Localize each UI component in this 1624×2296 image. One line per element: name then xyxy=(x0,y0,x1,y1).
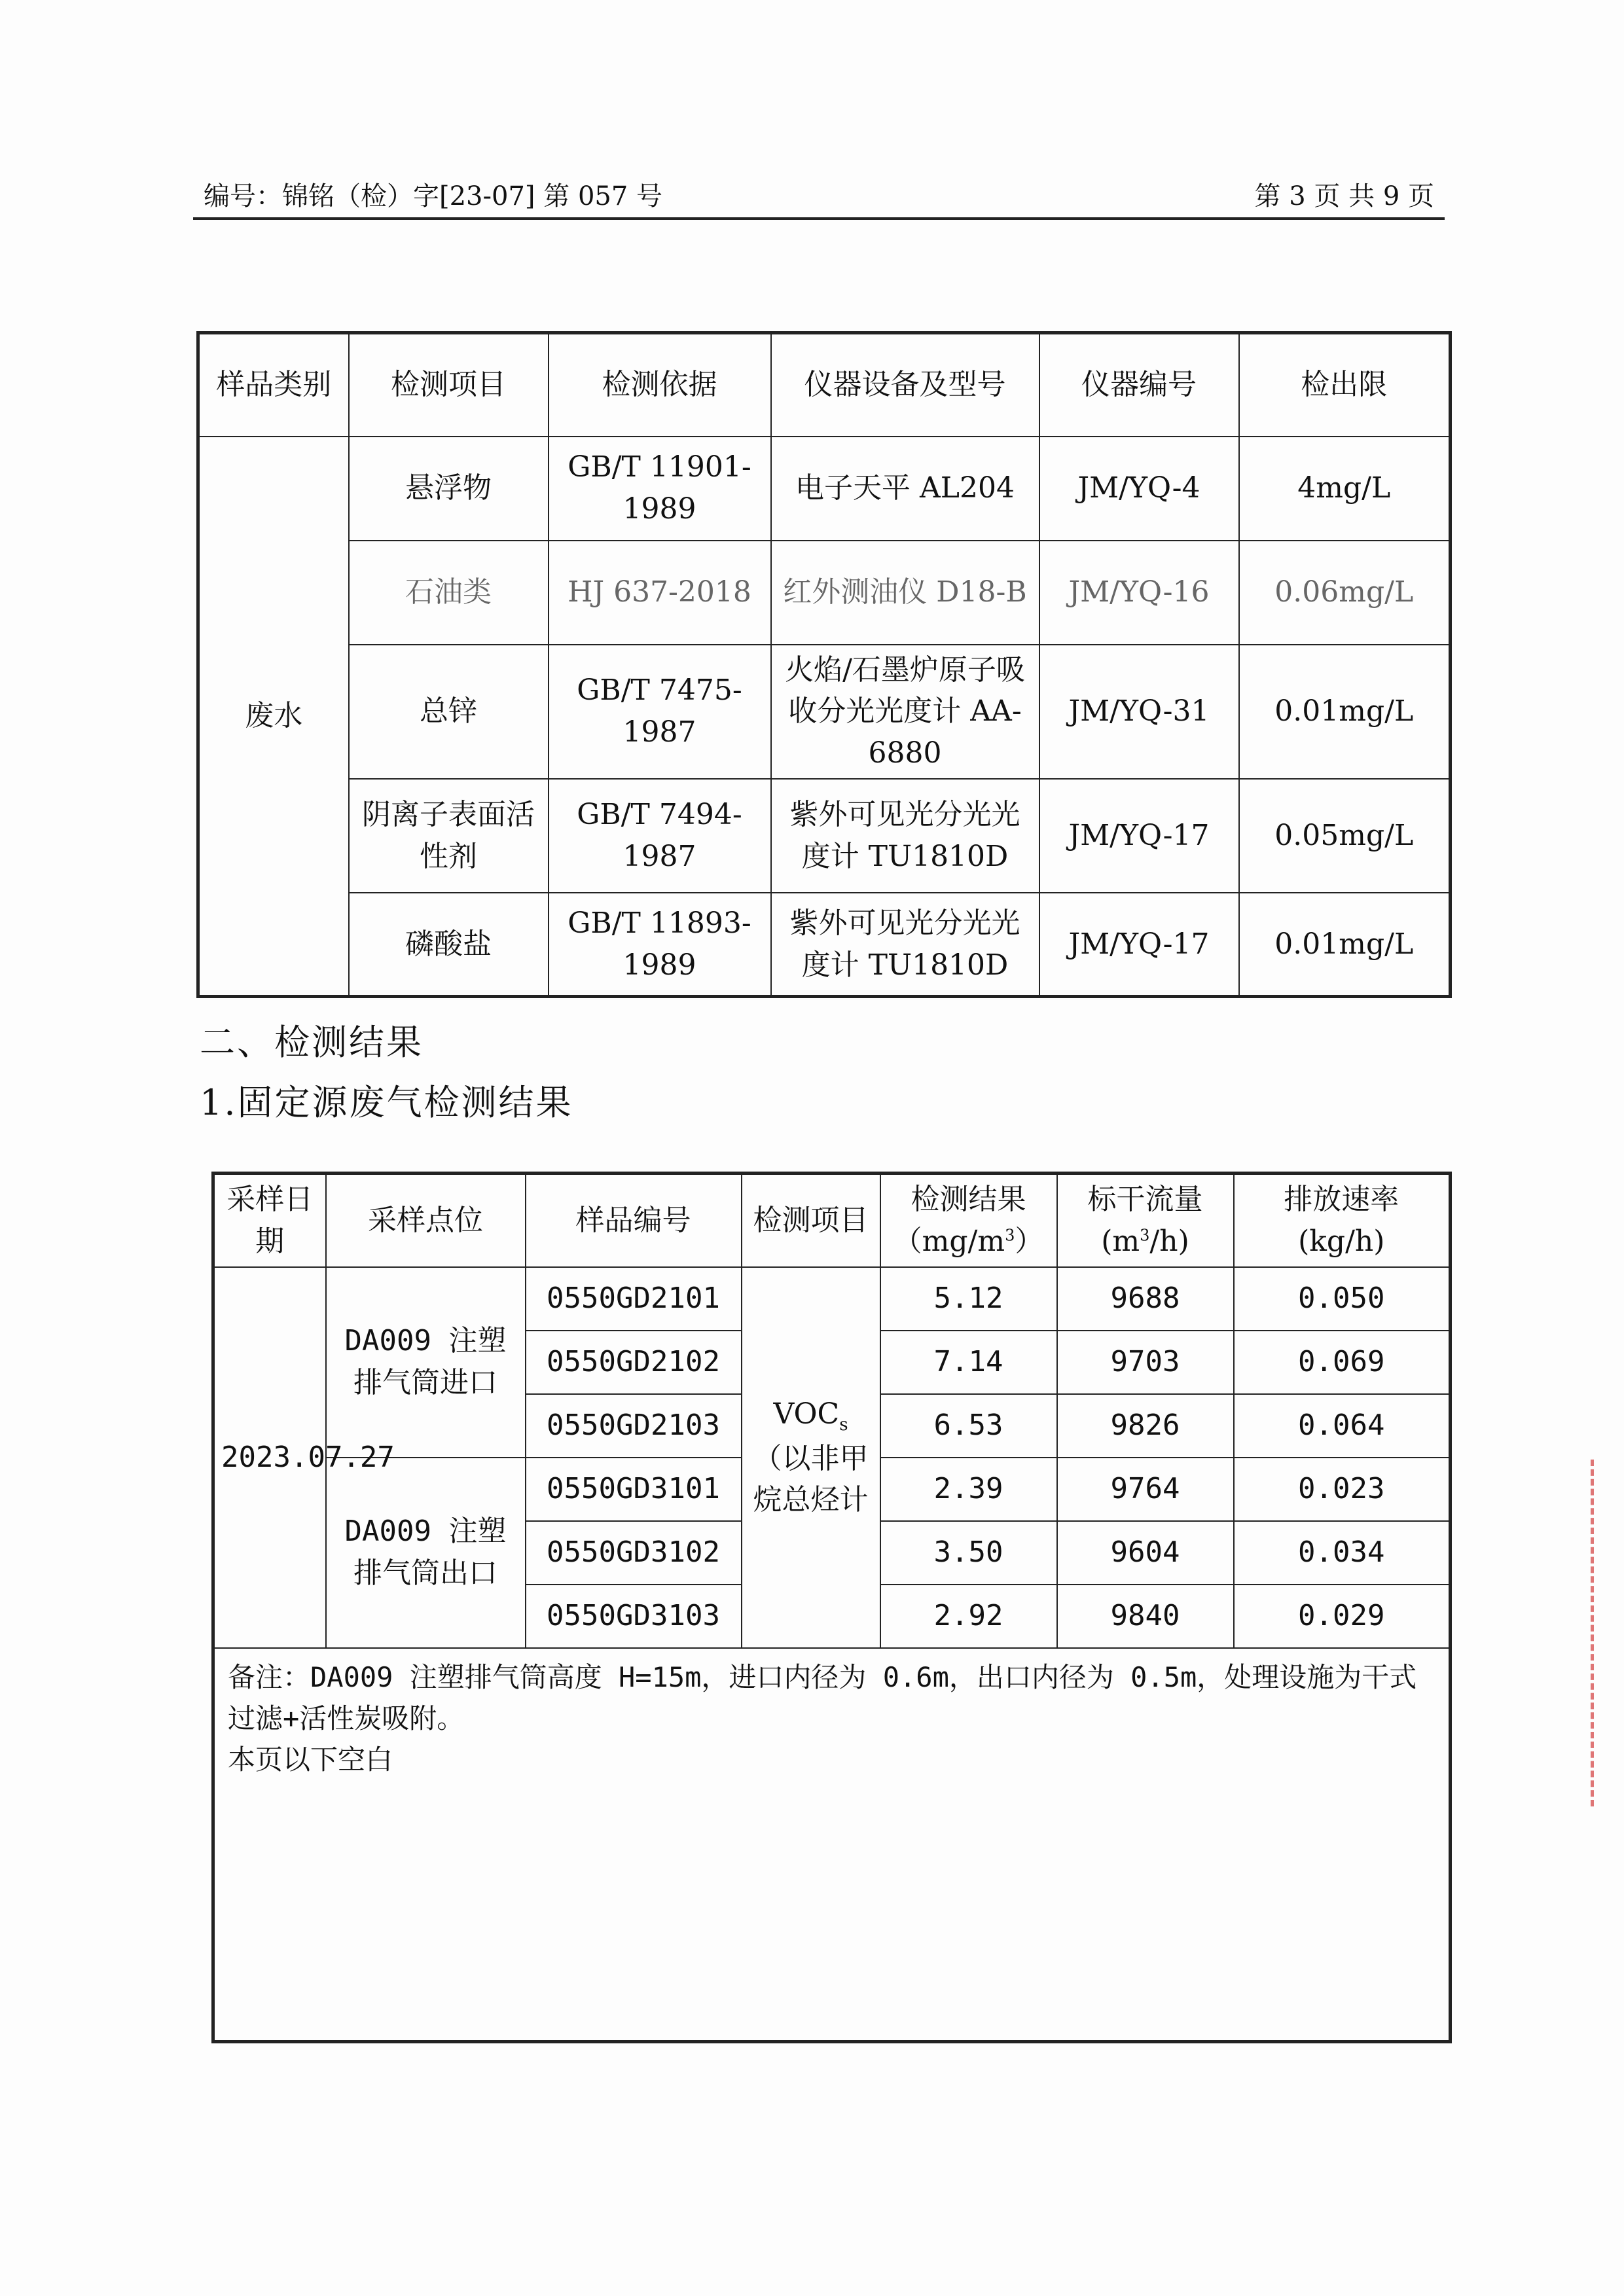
header-sample-no: 样品编号 xyxy=(526,1174,742,1267)
test-basis: GB/T 7475-1987 xyxy=(549,645,771,779)
detection-limit: 0.05mg/L xyxy=(1239,779,1451,893)
doc-number: 编号：锦铭（检）字[23-07] 第 057 号 xyxy=(204,181,663,211)
header-emission-rate xyxy=(1234,1174,1451,1267)
table-row xyxy=(198,645,1451,779)
emission-rate: 0.034 xyxy=(1234,1521,1451,1585)
note-row xyxy=(213,1648,1451,2042)
emission-rate: 0.069 xyxy=(1234,1331,1451,1394)
header-instrument-no: 仪器编号 xyxy=(1039,333,1239,437)
instrument-no: JM/YQ-17 xyxy=(1039,779,1239,893)
flow: 9840 xyxy=(1057,1585,1234,1648)
flow: 9826 xyxy=(1057,1394,1234,1458)
flow: 9703 xyxy=(1057,1331,1234,1394)
flow: 9688 xyxy=(1057,1267,1234,1331)
test-basis: GB/T 7494-1987 xyxy=(549,779,771,893)
detection-limit: 4mg/L xyxy=(1239,437,1451,541)
emission-rate: 0.029 xyxy=(1234,1585,1451,1648)
header-sample-category: 样品类别 xyxy=(198,333,349,437)
blank-below-note: 本页以下空白 xyxy=(228,1743,393,1776)
instrument-no: JM/YQ-31 xyxy=(1039,645,1239,779)
sampling-point: DA009 注塑排气筒出口 xyxy=(326,1458,526,1648)
results-table xyxy=(211,1172,1452,2043)
subsection-title: 1.固定源废气检测结果 xyxy=(200,1082,573,1123)
test-item-cell: $VOC_s$ （以非甲烷总烃计 xyxy=(742,1267,880,1648)
table-row xyxy=(198,437,1451,541)
test-item: 磷酸盐 xyxy=(349,893,549,997)
test-item: 总锌 xyxy=(349,645,549,779)
sampling-date: 2023.07.27 xyxy=(213,1267,326,1648)
test-item: 石油类 xyxy=(349,541,549,645)
instrument-no: JM/YQ-4 xyxy=(1039,437,1239,541)
table-row xyxy=(198,893,1451,997)
flow: 9604 xyxy=(1057,1521,1234,1585)
flow-unit: $(m^3/h)$ xyxy=(1101,1224,1189,1258)
test-basis: GB/T 11901-1989 xyxy=(549,437,771,541)
sample-no: 0550GD2103 xyxy=(526,1394,742,1458)
remarks xyxy=(213,1648,1451,2042)
result-unit: $(mg/m^3)$ xyxy=(893,1224,1044,1258)
test-result: 2.39 xyxy=(880,1458,1057,1521)
test-basis: HJ 637-2018 xyxy=(549,541,771,645)
header-test-item: 检测项目 xyxy=(349,333,549,437)
instrument: 紫外可见光分光光度计 TU1810D xyxy=(771,893,1039,997)
test-item: 阴离子表面活性剂 xyxy=(349,779,549,893)
test-result: 5.12 xyxy=(880,1267,1057,1331)
test-result: 7.14 xyxy=(880,1331,1057,1394)
instrument: 红外测油仪 D18-B xyxy=(771,541,1039,645)
rate-label: 排放速率 xyxy=(1284,1183,1399,1216)
header-instrument: 仪器设备及型号 xyxy=(771,333,1039,437)
seal-stamp-fragment xyxy=(1591,1460,1624,1806)
methods-table-header xyxy=(198,333,1451,437)
emission-rate: 0.064 xyxy=(1234,1394,1451,1458)
header-detection-limit: 检出限 xyxy=(1239,333,1451,437)
emission-rate: 0.050 xyxy=(1234,1267,1451,1331)
instrument: 电子天平 AL204 xyxy=(771,437,1039,541)
header-sampling-point: 采样点位 xyxy=(326,1174,526,1267)
instrument-no: JM/YQ-16 xyxy=(1039,541,1239,645)
sample-category-cell: 废水 xyxy=(198,437,349,997)
test-result: 2.92 xyxy=(880,1585,1057,1648)
rate-unit: (kg/h) xyxy=(1298,1224,1385,1258)
remarks-text: 备注：DA009 注塑排气筒高度 H=15m，进口内径为 0.6m，出口内径为 0.5m，处理设施为干式过滤+活性炭吸附。 xyxy=(228,1660,1417,1734)
page-info: 第 3 页 共 9 页 xyxy=(1254,181,1434,211)
test-result: 6.53 xyxy=(880,1394,1057,1458)
detection-limit: 0.01mg/L xyxy=(1239,893,1451,997)
result-label: 检测结果 xyxy=(911,1183,1026,1216)
header-flow xyxy=(1057,1174,1234,1267)
table-row xyxy=(198,779,1451,893)
table-row xyxy=(198,541,1451,645)
detection-limit: 0.06mg/L xyxy=(1239,541,1451,645)
sample-no: 0550GD2102 xyxy=(526,1331,742,1394)
instrument: 火焰/石墨炉原子吸收分光光度计 AA-6880 xyxy=(771,645,1039,779)
table-row xyxy=(213,1267,1451,1331)
emission-rate: 0.023 xyxy=(1234,1458,1451,1521)
instrument-no: JM/YQ-17 xyxy=(1039,893,1239,997)
header-test-result xyxy=(880,1174,1057,1267)
sample-no: 0550GD2101 xyxy=(526,1267,742,1331)
sampling-point: DA009 注塑排气筒进口 xyxy=(326,1267,526,1458)
sample-no: 0550GD3103 xyxy=(526,1585,742,1648)
sample-no: 0550GD3102 xyxy=(526,1521,742,1585)
detection-limit: 0.01mg/L xyxy=(1239,645,1451,779)
methods-table xyxy=(196,331,1452,998)
header-sampling-date: 采样日期 xyxy=(213,1174,326,1267)
page-header xyxy=(193,175,1445,220)
flow-label: 标干流量 xyxy=(1087,1183,1203,1216)
section-title: 二、检测结果 xyxy=(200,1022,424,1063)
header-test-item: 检测项目 xyxy=(742,1174,880,1267)
sample-no: 0550GD3101 xyxy=(526,1458,742,1521)
test-result: 3.50 xyxy=(880,1521,1057,1585)
test-item: 悬浮物 xyxy=(349,437,549,541)
flow: 9764 xyxy=(1057,1458,1234,1521)
test-basis: GB/T 11893-1989 xyxy=(549,893,771,997)
header-test-basis: 检测依据 xyxy=(549,333,771,437)
results-table-header xyxy=(213,1174,1451,1267)
instrument: 紫外可见光分光光度计 TU1810D xyxy=(771,779,1039,893)
